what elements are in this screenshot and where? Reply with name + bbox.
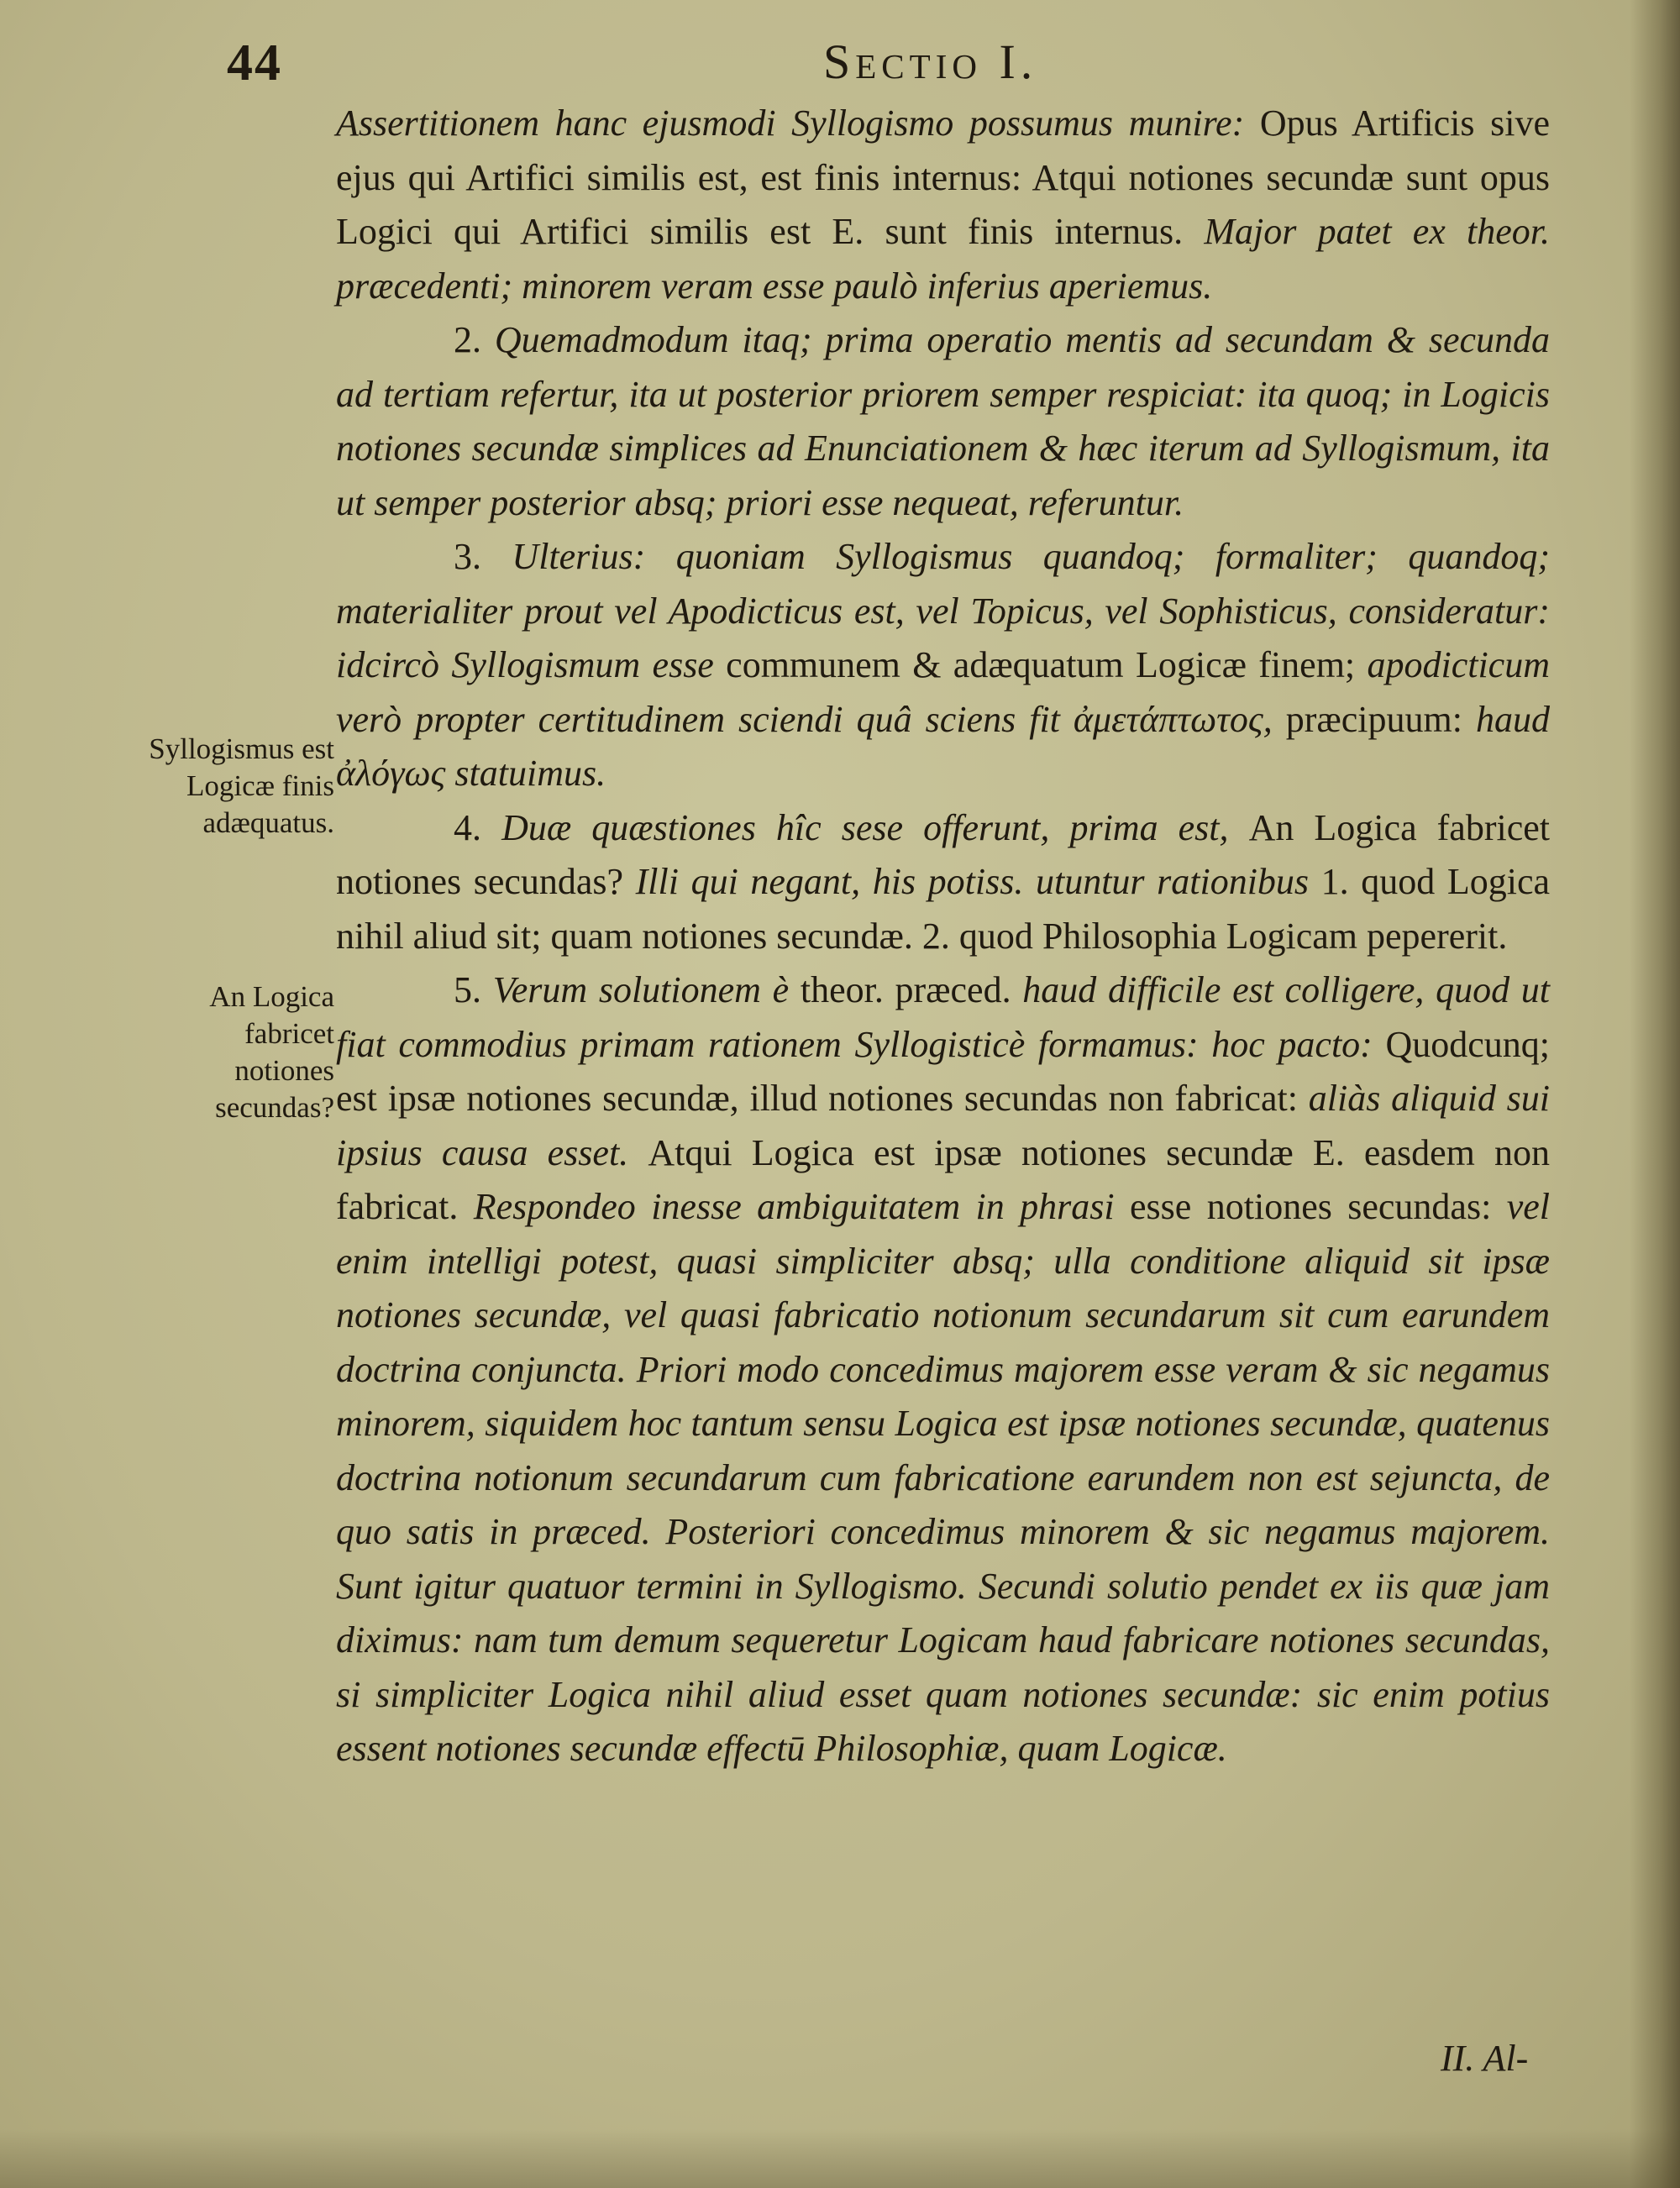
paragraph-4 [336,801,1550,964]
text-segment: haud difficile est colligere, quod ut fiat commodius primam rationem Syllogisticè formamus: hoc pacto: [336,969,1551,1065]
text-segment: vel enim intelligi potest, quasi simpliciter absq; ulla conditione aliquid sit ipsæ notiones secundæ, vel quasi fabricatio notionum secundarum sit cum earundem doctrina conjuncta. Priori modo concedimus majorem esse veram & sic negamus minorem, siquidem hoc tantum sensu Logica est ipsæ notiones secundæ, quatenus doctrina notionum secundarum cum fabricatione earundem non est sejuncta, de quo satis in præced. Posteriori concedimus minorem & sic negamus majorem. Sunt igitur quatuor termini in Syllogismo. Secundi solutio pendet ex iis quæ jam diximus: nam tum demum sequeretur Logicam haud fabricare notiones secundas, si simpliciter Logica nihil aliud esset quam notiones secundæ: sic enim potius essent notiones secundæ effectū Philosophiæ, quam Logicæ. [336,1186,1551,1769]
text-segment: Duæ quæstiones hîc sese offerunt, prima est, [501,806,1249,848]
text-segment: Ulterius: quoniam Syllogismus quandoq; formaliter; quandoq; materialiter prout vel Apodicticus est, vel Topicus, vel Sophisticus, consideratur: idcircò Syllogismum esse [336,536,1550,685]
paragraph-5 [336,963,1550,1776]
text-segment: esse notiones secundas: [1130,1186,1507,1227]
text-segment: 3. [454,536,512,577]
paragraph-1 [336,97,1550,313]
margin-note-syllogismus: Syllogismus est Logicæ finis adæquatus. [149,732,334,839]
text-segment: Respondeo inesse ambiguitatem in phrasi [473,1186,1131,1227]
text-segment: Quodcunq; est ipsæ notiones secundæ, illud notiones secundas non fabricat: [336,1023,1550,1119]
page-bottom-shadow [0,2129,1680,2188]
text-segment: An Logica fabricet notiones secundas? [336,806,1550,902]
catchword: II. Al- [1441,2038,1529,2079]
text-segment: Quemadmodum itaq; prima operatio mentis ad secundam & secunda ad tertiam refertur, ita ut posterior priorem semper respiciat: ita quoq; in Logicis notiones secundæ simplices ad Enunciationem & hæc iterum ad Syllogismum, ita ut semper posterior absq; priori esse nequeat, referuntur. [336,319,1551,523]
text-segment: Assertitionem hanc ejusmodi Syllogismo possumus munire: [336,102,1260,144]
text-segment: theor. præced. [800,969,1023,1010]
page-number: 44 [227,34,282,92]
text-segment: haud ἀλόγως statuimus. [336,698,1551,794]
running-head: Sectio I. [823,34,1038,89]
body-text [336,97,1550,1776]
paragraph-3 [336,530,1550,801]
text-segment: communem & adæquatum Logicæ finem; [726,644,1368,685]
text-segment: Illi qui negant, his potiss. utuntur rationibus [635,861,1321,902]
text-segment: 2. [454,319,495,360]
paragraph-2 [336,313,1550,530]
text-segment: Major patet ex theor. præcedenti; minorem veram esse paulò inferius aperiemus. [336,211,1550,307]
text-segment: Opus Artificis sive ejus qui Artifici similis est, est finis internus: Atqui notiones secundæ sunt opus Logici qui Artifici similis est E. sunt finis internus. [336,102,1550,252]
text-segment: præcipuum: [1285,698,1477,740]
text-segment: 4. [454,806,502,848]
text-segment: 1. quod Logica nihil aliud sit; quam notiones secundæ. 2. quod Philosophia Logicam pepererit. [336,861,1551,957]
text-segment: Verum solutionem è [492,969,801,1010]
text-segment: Atqui Logica est ipsæ notiones secundæ E. easdem non fabricat. [336,1131,1550,1227]
text-segment: 5. [454,969,493,1010]
page-edge-shadow [1630,0,1680,2188]
text-segment: aliàs aliquid sui ipsius causa esset. [336,1078,1550,1173]
margin-note-an-logica: An Logica fabricet notiones secundas? [209,980,334,1124]
text-segment: apodicticum verò propter certitudinem sciendi quâ sciens fit ἀμετάπτωτος, [336,644,1550,740]
